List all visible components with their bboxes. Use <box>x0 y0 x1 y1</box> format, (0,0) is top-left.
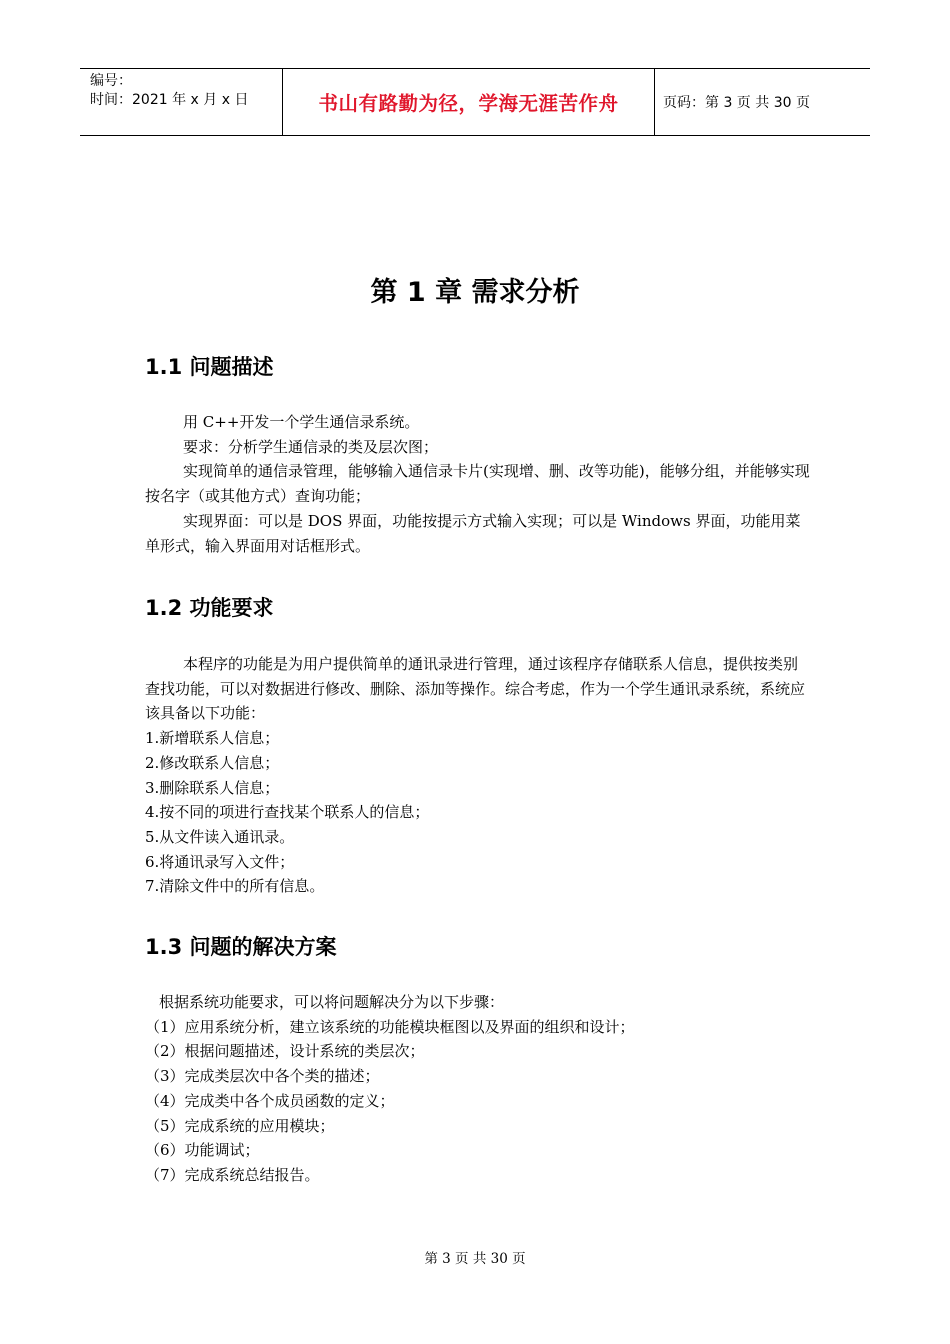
section-heading-1-2: 1.2 功能要求 <box>145 596 274 620</box>
section-body-1-2 <box>145 652 810 899</box>
list-item: （3）完成类层次中各个类的描述； <box>145 1067 380 1086</box>
page-footer: 第 3 页 共 30 页 <box>424 1251 526 1267</box>
paragraph: 要求：分析学生通信录的类及层次图； <box>183 437 439 456</box>
list-item: 2.修改联系人信息； <box>145 753 280 772</box>
list-item: 4.按不同的项进行查找某个联系人的信息； <box>145 803 430 822</box>
header-motto: 书山有路勤为径，学海无涯苦作舟 <box>318 92 619 115</box>
paragraph: 根据系统功能要求，可以将问题解决分为以下步骤： <box>159 993 505 1011</box>
section-body-1-1 <box>145 410 810 558</box>
header-motto-cell <box>282 69 655 135</box>
list-item: （2）根据问题描述，设计系统的类层次； <box>145 1042 425 1061</box>
list-item: 1.新增联系人信息； <box>145 729 280 748</box>
paragraph: 本程序的功能是为用户提供简单的通讯录进行管理，通过该程序存储联系人信息，提供按类别查找功能，可以对数据进行修改、删除、添加等操作。综合考虑，作为一个学生通讯录系统，系统应该具备以下功能： <box>145 655 806 723</box>
list-item: （6）功能调试； <box>145 1141 260 1160</box>
list-item: （7）完成系统总结报告。 <box>145 1165 320 1184</box>
section-body-1-3 <box>145 990 810 1188</box>
paragraph: 用 C++开发一个学生通信录系统。 <box>183 413 420 431</box>
document-date-label: 时间：2021 年 x 月 x 日 <box>90 92 249 108</box>
list-item: 3.删除联系人信息； <box>145 778 280 797</box>
header-meta <box>80 69 282 135</box>
header-page-label: 页码：第 3 页 共 30 页 <box>663 95 810 111</box>
list-item: 5.从文件读入通讯录。 <box>145 827 295 846</box>
list-item: （5）完成系统的应用模块； <box>145 1116 335 1135</box>
header-page-cell <box>655 69 870 135</box>
list-item: （1）应用系统分析，建立该系统的功能模块框图以及界面的组织和设计； <box>145 1017 635 1036</box>
list-item: 7.清除文件中的所有信息。 <box>145 877 325 896</box>
paragraph: 实现界面：可以是 DOS 界面，功能按提示方式输入实现；可以是 Windows 界面，功能用菜单形式，输入界面用对话框形式。 <box>145 511 801 555</box>
section-heading-1-3: 1.3 问题的解决方案 <box>145 935 337 959</box>
list-item: （4）完成类中各个成员函数的定义； <box>145 1091 395 1110</box>
document-number-label: 编号： <box>90 73 132 89</box>
paragraph: 实现简单的通信录管理，能够输入通信录卡片(实现增、删、改等功能)，能够分组，并能够实现按名字（或其他方式）查询功能； <box>145 462 810 506</box>
chapter-title: 第 1 章 需求分析 <box>370 277 580 308</box>
page-header <box>80 68 870 136</box>
section-heading-1-1: 1.1 问题描述 <box>145 355 274 379</box>
list-item: 6.将通讯录写入文件； <box>145 852 295 871</box>
